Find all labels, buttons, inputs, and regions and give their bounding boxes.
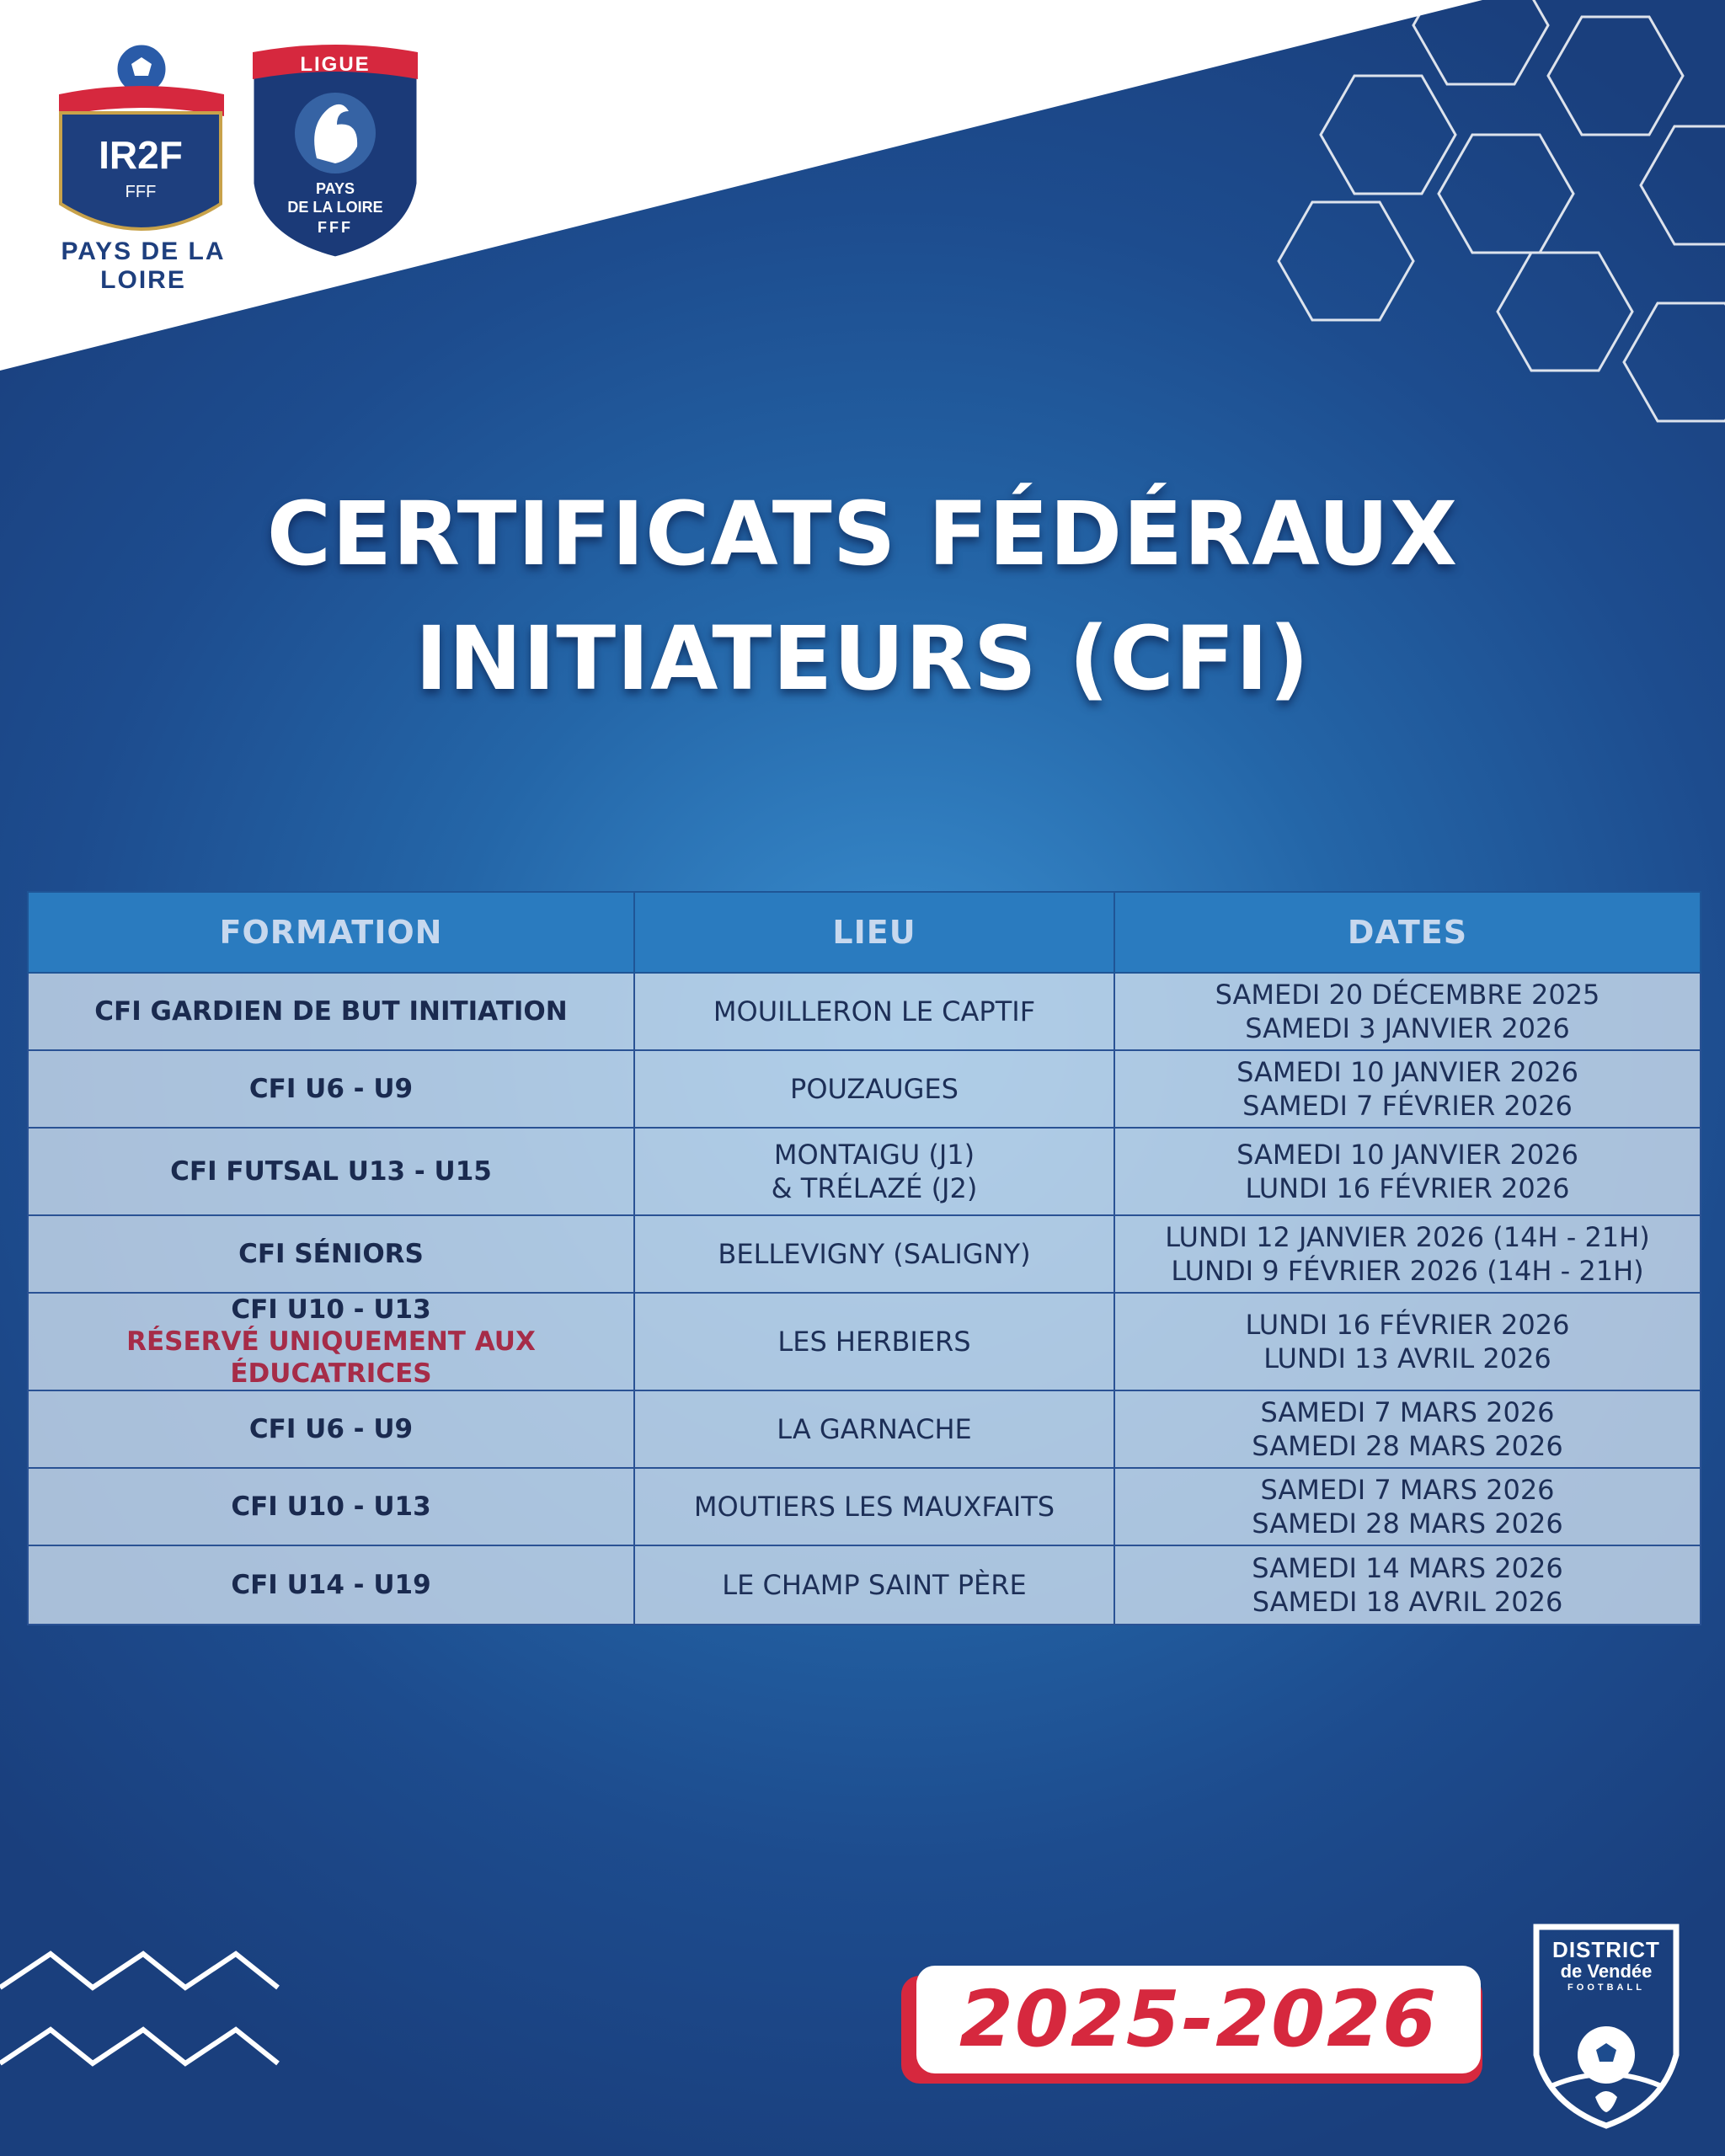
lieu-line: LE CHAMP SAINT PÈRE <box>722 1569 1027 1601</box>
formation-name: CFI U10 - U13 <box>231 1294 431 1325</box>
formation-cell <box>28 1128 634 1215</box>
date-line: SAMEDI 10 JANVIER 2026 <box>1236 1056 1578 1088</box>
formation-cell <box>28 1050 634 1128</box>
hexagon-pattern-decoration <box>1253 0 1725 438</box>
ligue-text-line3: FFF <box>318 219 353 236</box>
formation-name: CFI U6 - U9 <box>248 1074 414 1104</box>
season-badge: 2025-2026 <box>916 1966 1481 2073</box>
dates-cell <box>1114 1215 1701 1293</box>
date-line: SAMEDI 28 MARS 2026 <box>1252 1430 1563 1462</box>
date-line: SAMEDI 7 FÉVRIER 2026 <box>1242 1090 1573 1122</box>
district-logo-line2: de Vendée <box>1560 1961 1653 1982</box>
date-line: SAMEDI 7 MARS 2026 <box>1260 1474 1555 1506</box>
dates-cell <box>1114 1128 1701 1215</box>
district-logo-line3: FOOTBALL <box>1567 1983 1645 1993</box>
table-row <box>28 1468 1701 1545</box>
date-line: SAMEDI 18 AVRIL 2026 <box>1252 1586 1563 1618</box>
dates-cell <box>1114 973 1701 1050</box>
formation-name: CFI U14 - U19 <box>231 1570 431 1600</box>
date-line: SAMEDI 20 DÉCEMBRE 2025 <box>1215 979 1600 1011</box>
dates-cell <box>1114 1050 1701 1128</box>
lieu-cell <box>634 1050 1114 1128</box>
date-line: SAMEDI 28 MARS 2026 <box>1252 1508 1563 1540</box>
formation-cell <box>28 1293 634 1390</box>
formation-cell <box>28 1468 634 1545</box>
formation-cell <box>28 973 634 1050</box>
date-line: LUNDI 16 FÉVRIER 2026 <box>1245 1172 1570 1204</box>
table-row <box>28 1545 1701 1625</box>
formation-note: RÉSERVÉ UNIQUEMENT AUX ÉDUCATRICES <box>126 1326 536 1389</box>
lieu-line: BELLEVIGNY (SALIGNY) <box>718 1238 1031 1270</box>
lieu-cell <box>634 1128 1114 1215</box>
formation-name: CFI SÉNIORS <box>238 1239 424 1269</box>
formation-cell <box>28 1545 634 1625</box>
header-lieu: LIEU <box>634 892 1114 973</box>
title-line-1: CERTIFICATS FÉDÉRAUX <box>266 483 1459 585</box>
date-line: SAMEDI 14 MARS 2026 <box>1252 1552 1563 1584</box>
dates-cell <box>1114 1293 1701 1390</box>
date-line: LUNDI 9 FÉVRIER 2026 (14H - 21H) <box>1171 1255 1644 1287</box>
lieu-line: LES HERBIERS <box>777 1326 971 1358</box>
page-title <box>0 472 1725 721</box>
table-row <box>28 1215 1701 1293</box>
ir2f-logo-subtext: FFF <box>125 183 157 201</box>
lieu-cell <box>634 1390 1114 1468</box>
ir2f-caption: PAYS DE LA LOIRE <box>61 237 226 294</box>
title-line-2: INITIATEURS (CFI) <box>414 607 1311 710</box>
date-line: LUNDI 13 AVRIL 2026 <box>1263 1342 1551 1374</box>
formation-cell <box>28 1215 634 1293</box>
lieu-cell <box>634 1215 1114 1293</box>
dates-cell <box>1114 1468 1701 1545</box>
lieu-line: MOUTIERS LES MAUXFAITS <box>693 1491 1055 1523</box>
formation-name: CFI FUTSAL U13 - U15 <box>170 1156 492 1187</box>
table-header-row <box>28 892 1701 973</box>
lieu-line: MONTAIGU (J1) <box>773 1139 975 1171</box>
table-row <box>28 1293 1701 1390</box>
dates-cell <box>1114 1390 1701 1468</box>
lieu-line: & TRÉLAZÉ (J2) <box>771 1172 978 1204</box>
ir2f-logo <box>52 35 229 271</box>
formation-name: CFI U6 - U9 <box>248 1414 414 1444</box>
district-logo-line1: DISTRICT <box>1552 1937 1660 1962</box>
ligue-text-line1: PAYS <box>315 180 355 197</box>
ligue-banner-text: LIGUE <box>300 53 371 76</box>
date-line: LUNDI 12 JANVIER 2026 (14H - 21H) <box>1165 1221 1650 1253</box>
date-line: SAMEDI 3 JANVIER 2026 <box>1245 1012 1570 1044</box>
table-row <box>28 1050 1701 1128</box>
formation-name: CFI U10 - U13 <box>231 1492 431 1522</box>
lieu-cell <box>634 1545 1114 1625</box>
formation-name: CFI GARDIEN DE BUT INITIATION <box>94 996 568 1027</box>
ligue-pays-de-la-loire-logo <box>249 40 421 261</box>
header-dates: DATES <box>1114 892 1701 973</box>
training-schedule-table <box>27 891 1701 1625</box>
table-row <box>28 1128 1701 1215</box>
date-line: SAMEDI 7 MARS 2026 <box>1260 1396 1555 1428</box>
zigzag-decoration <box>0 1937 286 2105</box>
ligue-text-line2: DE LA LOIRE <box>287 199 383 216</box>
lieu-line: LA GARNACHE <box>777 1413 972 1445</box>
table-row <box>28 1390 1701 1468</box>
lieu-cell <box>634 1293 1114 1390</box>
table-row <box>28 973 1701 1050</box>
lieu-cell <box>634 1468 1114 1545</box>
lieu-line: POUZAUGES <box>790 1073 959 1105</box>
lieu-cell <box>634 973 1114 1050</box>
header-formation: FORMATION <box>28 892 634 973</box>
date-line: LUNDI 16 FÉVRIER 2026 <box>1245 1309 1570 1341</box>
dates-cell <box>1114 1545 1701 1625</box>
lieu-line: MOUILLERON LE CAPTIF <box>713 995 1036 1027</box>
ir2f-logo-text: IR2F <box>99 133 183 177</box>
date-line: SAMEDI 10 JANVIER 2026 <box>1236 1139 1578 1171</box>
formation-cell <box>28 1390 634 1468</box>
